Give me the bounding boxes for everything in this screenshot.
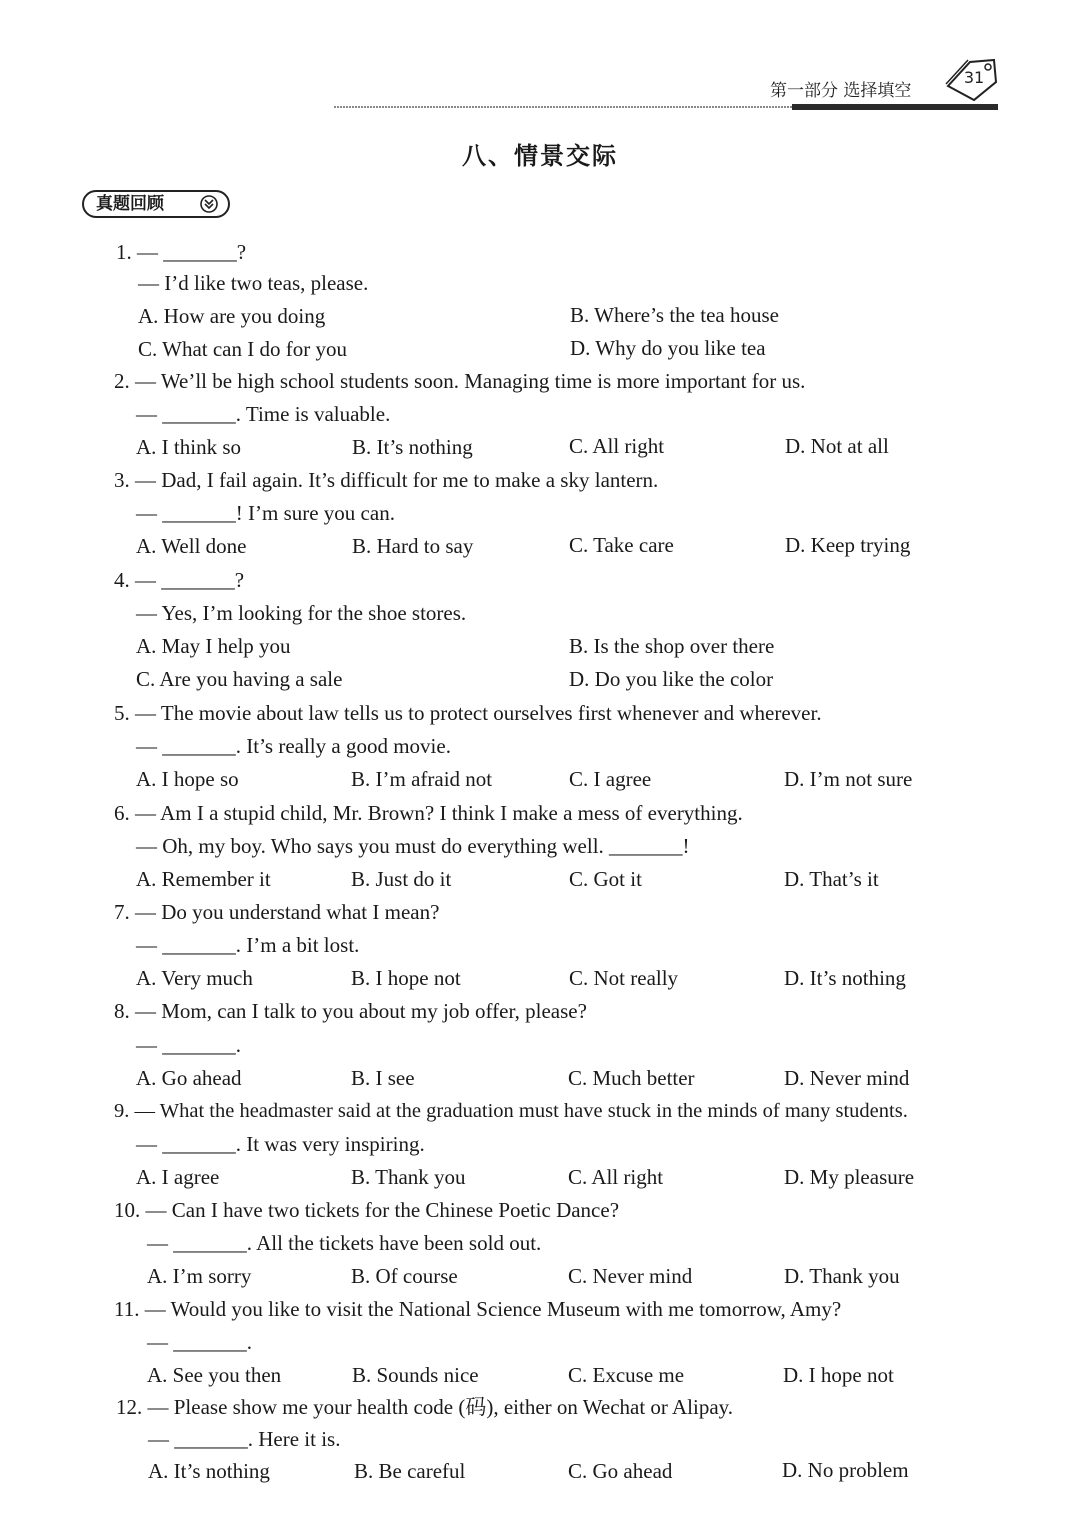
- question-reply: — Yes, I’m looking for the shoe stores.: [136, 601, 467, 625]
- question-reply: — _______. It was very inspiring.: [136, 1132, 425, 1156]
- option-c[interactable]: C. Never mind: [568, 1264, 693, 1288]
- option-b[interactable]: B. It’s nothing: [352, 435, 473, 459]
- option-c[interactable]: C. Are you having a sale: [136, 667, 343, 691]
- option-b[interactable]: B. Of course: [351, 1264, 458, 1288]
- header-rule-dotted: [334, 106, 792, 108]
- option-d[interactable]: D. I’m not sure: [784, 767, 913, 791]
- header-rule-thick: [792, 104, 998, 110]
- option-c[interactable]: C. Not really: [569, 966, 679, 990]
- option-a[interactable]: A. How are you doing: [138, 304, 326, 328]
- running-header: 第一部分 选择填空: [770, 81, 912, 101]
- question-prompt: 1. — _______?: [116, 240, 247, 264]
- option-c[interactable]: C. Take care: [569, 533, 674, 557]
- option-d[interactable]: D. My pleasure: [784, 1165, 915, 1189]
- option-b[interactable]: B. Where’s the tea house: [570, 303, 779, 327]
- question-reply: — _______. I’m a bit lost.: [136, 933, 360, 957]
- question-reply: — I’d like two teas, please.: [138, 271, 369, 295]
- question-reply: — Oh, my boy. Who says you must do everything well. _______!: [136, 834, 690, 858]
- option-a[interactable]: A. Go ahead: [136, 1066, 242, 1090]
- option-d[interactable]: D. Why do you like tea: [570, 336, 766, 360]
- option-c[interactable]: C. All right: [568, 1165, 664, 1189]
- question-prompt: 8. — Mom, can I talk to you about my job offer, please?: [114, 999, 587, 1023]
- option-b[interactable]: B. I hope not: [351, 966, 461, 990]
- option-b[interactable]: B. Is the shop over there: [569, 634, 775, 658]
- page-number: 31: [963, 68, 985, 87]
- option-b[interactable]: B. Thank you: [351, 1165, 466, 1189]
- option-c[interactable]: C. What can I do for you: [138, 337, 347, 361]
- option-a[interactable]: A. I’m sorry: [147, 1264, 252, 1288]
- option-a[interactable]: A. It’s nothing: [148, 1459, 270, 1483]
- review-tag-label: 真题回顾: [96, 194, 164, 214]
- option-c[interactable]: C. Much better: [568, 1066, 695, 1090]
- question-reply: — _______. All the tickets have been sold out.: [147, 1231, 542, 1255]
- option-a[interactable]: A. Well done: [136, 534, 247, 558]
- option-a[interactable]: A. See you then: [147, 1363, 282, 1387]
- option-d[interactable]: D. Never mind: [784, 1066, 910, 1090]
- question-prompt: 3. — Dad, I fail again. It’s difficult for me to make a sky lantern.: [114, 468, 659, 492]
- option-d[interactable]: D. Not at all: [785, 434, 889, 458]
- option-d[interactable]: D. No problem: [782, 1458, 909, 1482]
- question-reply: — _______.: [147, 1330, 252, 1354]
- question-prompt: 5. — The movie about law tells us to protect ourselves first whenever and wherever.: [114, 701, 822, 725]
- option-d[interactable]: D. Do you like the color: [569, 667, 774, 691]
- section-title: 八、情景交际: [462, 142, 618, 170]
- option-d[interactable]: D. That’s it: [784, 867, 879, 891]
- option-b[interactable]: B. I’m afraid not: [351, 767, 493, 791]
- question-prompt: 6. — Am I a stupid child, Mr. Brown? I think I make a mess of everything.: [114, 801, 743, 825]
- option-a[interactable]: A. Remember it: [136, 867, 271, 891]
- option-a[interactable]: A. I agree: [136, 1165, 220, 1189]
- page-number-badge: [944, 56, 1000, 102]
- question-reply: — _______.: [136, 1033, 241, 1057]
- option-b[interactable]: B. Be careful: [354, 1459, 466, 1483]
- question-prompt: 10. — Can I have two tickets for the Chinese Poetic Dance?: [114, 1198, 620, 1222]
- option-d[interactable]: D. Keep trying: [785, 533, 911, 557]
- option-c[interactable]: C. All right: [569, 434, 665, 458]
- option-b[interactable]: B. I see: [351, 1066, 415, 1090]
- question-prompt: 7. — Do you understand what I mean?: [114, 900, 440, 924]
- option-c[interactable]: C. Got it: [569, 867, 642, 891]
- option-a[interactable]: A. I hope so: [136, 767, 239, 791]
- option-d[interactable]: D. Thank you: [784, 1264, 900, 1288]
- question-prompt: 12. — Please show me your health code (码), either on Wechat or Alipay.: [116, 1395, 734, 1419]
- question-reply: — _______! I’m sure you can.: [136, 501, 395, 525]
- option-c[interactable]: C. Go ahead: [568, 1459, 673, 1483]
- question-reply: — _______. It’s really a good movie.: [136, 734, 451, 758]
- option-a[interactable]: A. Very much: [136, 966, 253, 990]
- option-b[interactable]: B. Just do it: [351, 867, 452, 891]
- option-a[interactable]: A. I think so: [136, 435, 241, 459]
- option-b[interactable]: B. Hard to say: [352, 534, 474, 558]
- review-tag: [82, 190, 230, 218]
- question-prompt: 4. — _______?: [114, 568, 245, 592]
- question-prompt: 2. — We’ll be high school students soon. Managing time is more important for us.: [114, 369, 806, 393]
- option-d[interactable]: D. It’s nothing: [784, 966, 906, 990]
- question-reply: — _______. Here it is.: [148, 1427, 341, 1451]
- option-c[interactable]: C. I agree: [569, 767, 652, 791]
- question-reply: — _______. Time is valuable.: [136, 402, 391, 426]
- option-d[interactable]: D. I hope not: [783, 1363, 894, 1387]
- option-a[interactable]: A. May I help you: [136, 634, 291, 658]
- question-prompt: 11. — Would you like to visit the National Science Museum with me tomorrow, Amy?: [114, 1297, 842, 1321]
- question-prompt: 9. — What the headmaster said at the graduation must have stuck in the minds of many students.: [114, 1100, 908, 1122]
- option-b[interactable]: B. Sounds nice: [352, 1363, 479, 1387]
- option-c[interactable]: C. Excuse me: [568, 1363, 685, 1387]
- double-chevron-down-icon: [200, 195, 218, 213]
